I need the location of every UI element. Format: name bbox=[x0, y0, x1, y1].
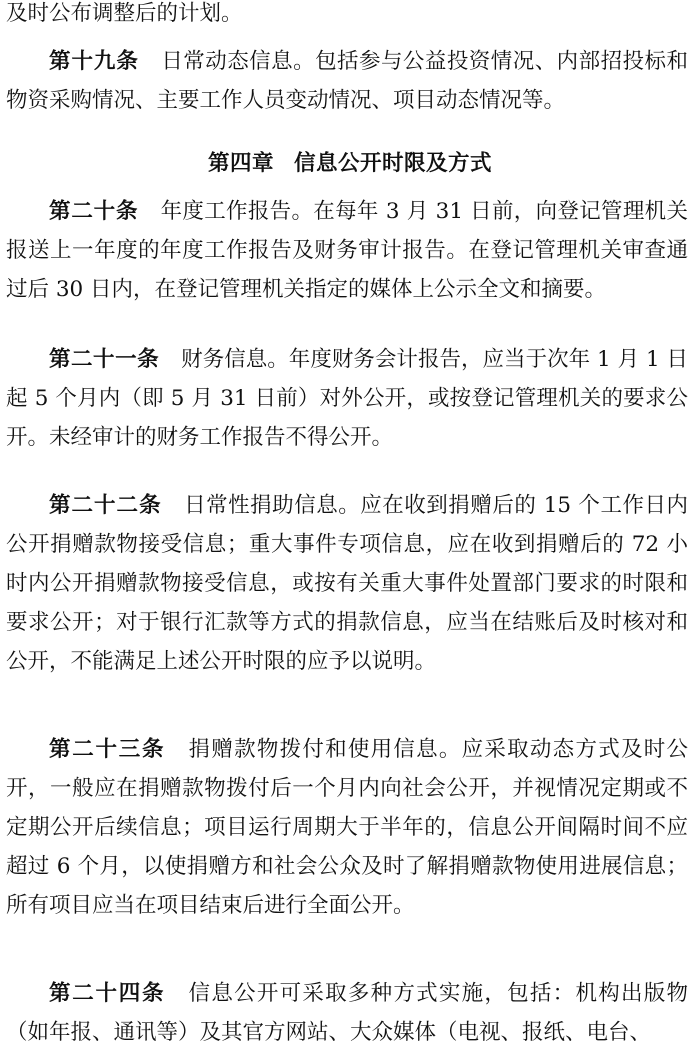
article-text: 财务信息。年度财务会计报告，应当于次年 1 月 1 日起 5 个月内（即 5 月 31 日前）对外公开，或按登记管理机关的要求公开。未经审计的财务工作报告不得公开。 bbox=[6, 347, 688, 450]
article-text: 信息公开可采取多种方式实施，包括：机构出版物（如年报、通讯等）及其官方网站、大众媒体（电视、报纸、电台、 bbox=[6, 981, 688, 1045]
paragraph-continuation bbox=[6, 0, 688, 33]
article-24 bbox=[6, 974, 688, 1052]
article-number: 第二十三条 bbox=[49, 737, 166, 762]
article-20 bbox=[6, 192, 688, 309]
article-22 bbox=[6, 486, 688, 681]
article-number: 第二十条 bbox=[49, 199, 139, 224]
article-21 bbox=[6, 340, 688, 457]
article-number: 第十九条 bbox=[49, 49, 139, 74]
article-number: 第二十一条 bbox=[49, 347, 160, 372]
article-text: 捐赠款物拨付和使用信息。应采取动态方式及时公开，一般应在捐赠款物拨付后一个月内向社会公开，并视情况定期或不定期公开后续信息；项目运行周期大于半年的，信息公开间隔时间不应超过 6 个月，以使捐赠方和社会公众及时了解捐赠款物使用进展信息；所有项目应当在项目结束后进行全面公开。 bbox=[6, 737, 688, 918]
article-text: 日常动态信息。包括参与公益投资情况、内部招投标和物资采购情况、主要工作人员变动情况、项目动态情况等。 bbox=[6, 49, 688, 113]
article-text: 年度工作报告。在每年 3 月 31 日前，向登记管理机关报送上一年度的年度工作报告及财务审计报告。在登记管理机关审查通过后 30 日内，在登记管理机关指定的媒体上公示全文和摘要。 bbox=[6, 199, 688, 302]
paragraph-text: 及时公布调整后的计划。 bbox=[6, 1, 243, 26]
article-number: 第二十四条 bbox=[49, 981, 166, 1006]
article-23 bbox=[6, 730, 688, 925]
chapter-title: 信息公开时限及方式 bbox=[294, 151, 493, 176]
article-number: 第二十二条 bbox=[49, 493, 162, 518]
chapter-number: 第四章 bbox=[207, 151, 274, 176]
chapter-heading bbox=[0, 144, 700, 183]
article-19 bbox=[6, 42, 688, 120]
article-text: 日常性捐助信息。应在收到捐赠后的 15 个工作日内公开捐赠款物接受信息；重大事件专项信息，应在收到捐赠后的 72 小时内公开捐赠款物接受信息，或按有关重大事件处置部门要求的时限和要求公开；对于银行汇款等方式的捐款信息，应当在结账后及时核对和公开，不能满足上述公开时限的应予以说明。 bbox=[6, 493, 688, 674]
